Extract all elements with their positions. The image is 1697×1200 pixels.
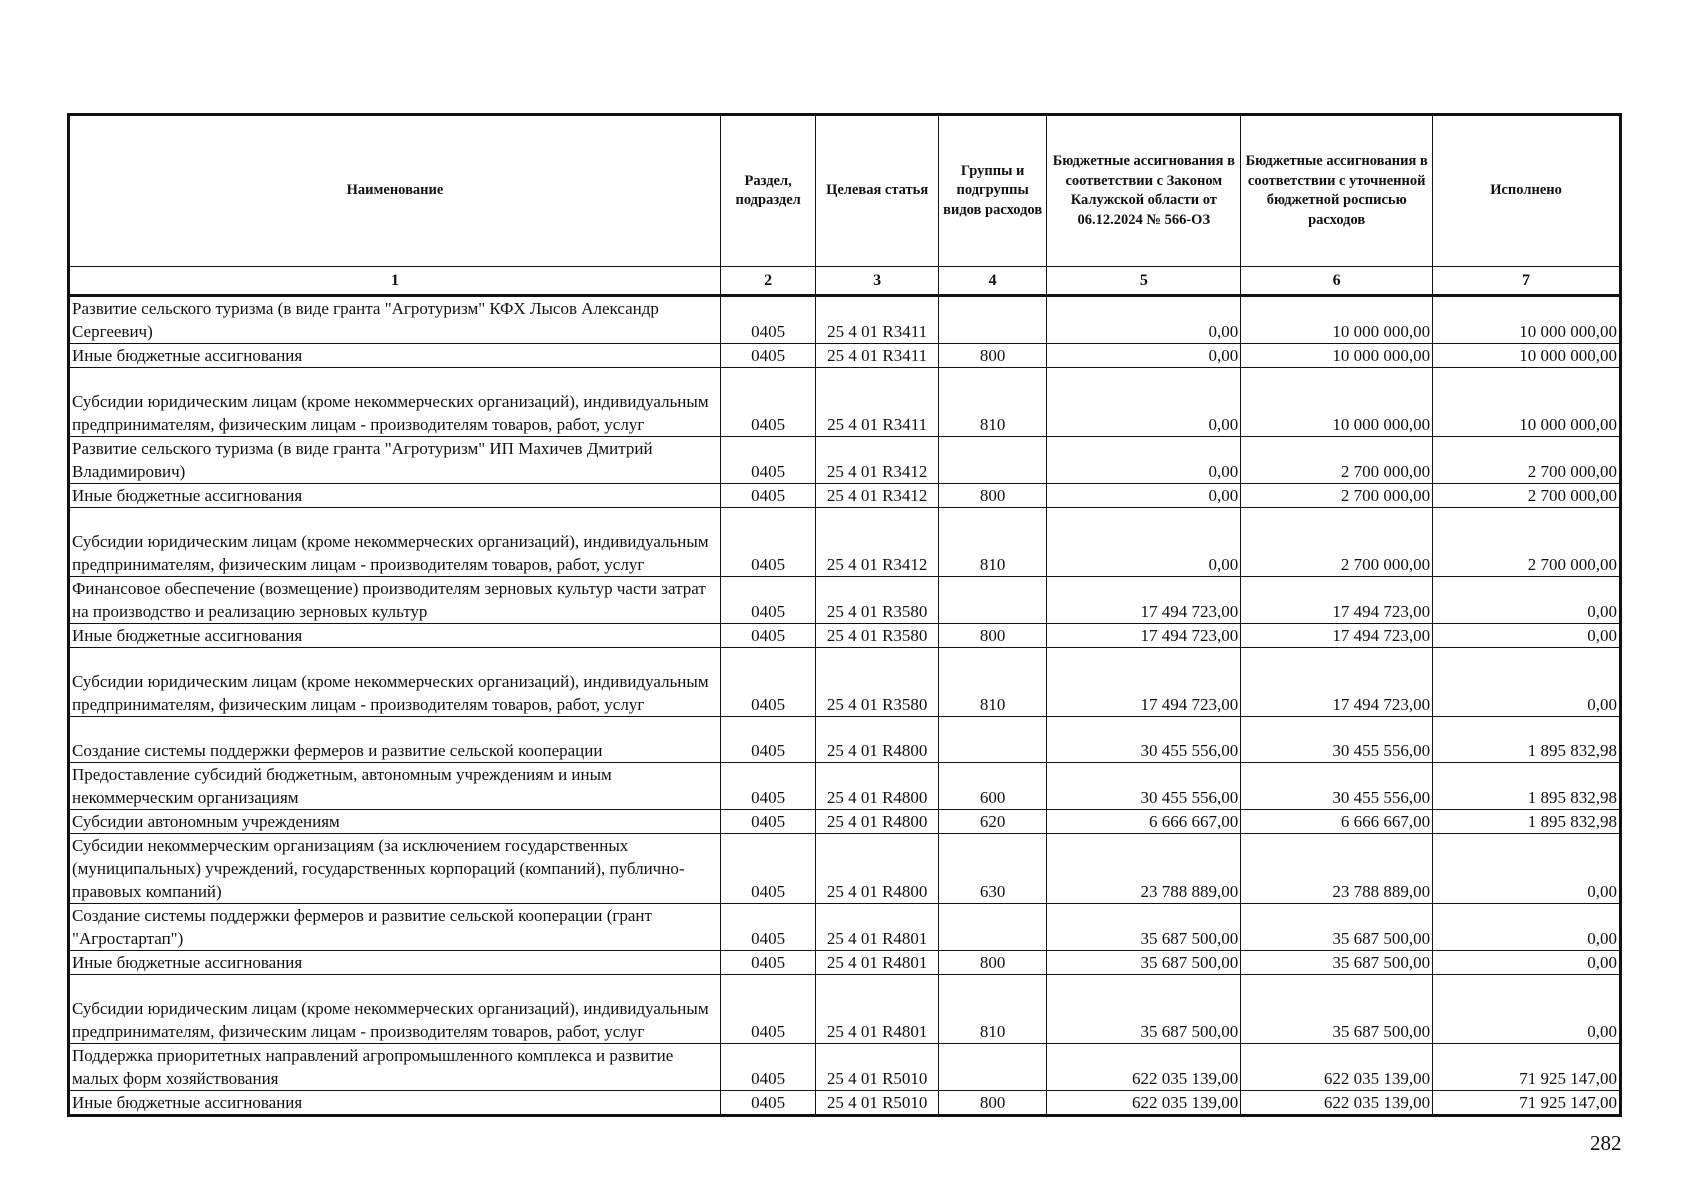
cell-section: 0405: [720, 951, 815, 975]
table-row: [69, 296, 1621, 344]
cell-refined-amount: 10 000 000,00: [1241, 344, 1433, 368]
cell-law-amount: 0,00: [1047, 296, 1241, 344]
cell-law-amount: 17 494 723,00: [1047, 577, 1241, 624]
cell-refined-amount: 17 494 723,00: [1241, 624, 1433, 648]
cell-executed-amount: 2 700 000,00: [1433, 437, 1621, 484]
cell-refined-amount: 30 455 556,00: [1241, 717, 1433, 763]
cell-group: 810: [938, 648, 1046, 717]
header-refined: Бюджетные ассигнования в соответствии с уточненной бюджетной росписью расходов: [1241, 115, 1433, 267]
cell-group: 800: [938, 344, 1046, 368]
cell-law-amount: 622 035 139,00: [1047, 1044, 1241, 1091]
table-row: [69, 904, 1621, 951]
cell-group: 630: [938, 834, 1046, 904]
cell-target: 25 4 01 R4800: [816, 810, 939, 834]
cell-refined-amount: 622 035 139,00: [1241, 1044, 1433, 1091]
table-row: [69, 834, 1621, 904]
column-number: 4: [938, 267, 1046, 296]
cell-group: [938, 437, 1046, 484]
cell-law-amount: 0,00: [1047, 368, 1241, 437]
cell-target: 25 4 01 R4800: [816, 717, 939, 763]
cell-name: Иные бюджетные ассигнования: [69, 344, 721, 368]
budget-table: [67, 113, 1622, 1117]
cell-name: Предоставление субсидий бюджетным, автономным учреждениям и иным некоммерческим организациям: [69, 763, 721, 810]
cell-group: 800: [938, 1091, 1046, 1116]
cell-section: 0405: [720, 508, 815, 577]
cell-law-amount: 35 687 500,00: [1047, 951, 1241, 975]
cell-section: 0405: [720, 763, 815, 810]
cell-law-amount: 23 788 889,00: [1047, 834, 1241, 904]
cell-executed-amount: 71 925 147,00: [1433, 1091, 1621, 1116]
cell-group: 800: [938, 484, 1046, 508]
cell-target: 25 4 01 R5010: [816, 1091, 939, 1116]
table-row: [69, 810, 1621, 834]
cell-target: 25 4 01 R3412: [816, 508, 939, 577]
table-row: [69, 975, 1621, 1044]
cell-refined-amount: 30 455 556,00: [1241, 763, 1433, 810]
cell-target: 25 4 01 R4801: [816, 904, 939, 951]
cell-refined-amount: 10 000 000,00: [1241, 296, 1433, 344]
cell-executed-amount: 0,00: [1433, 975, 1621, 1044]
cell-name: Развитие сельского туризма (в виде гранта "Агротуризм" КФХ Лысов Александр Сергеевич): [69, 296, 721, 344]
header-target: Целевая статья: [816, 115, 939, 267]
header-executed: Исполнено: [1433, 115, 1621, 267]
cell-law-amount: 0,00: [1047, 437, 1241, 484]
header-group: Группы и подгруппы видов расходов: [938, 115, 1046, 267]
cell-executed-amount: 0,00: [1433, 624, 1621, 648]
cell-refined-amount: 35 687 500,00: [1241, 904, 1433, 951]
table-row: [69, 508, 1621, 577]
table-row: [69, 368, 1621, 437]
cell-executed-amount: 0,00: [1433, 648, 1621, 717]
cell-section: 0405: [720, 344, 815, 368]
cell-executed-amount: 1 895 832,98: [1433, 763, 1621, 810]
cell-target: 25 4 01 R3412: [816, 484, 939, 508]
cell-section: 0405: [720, 904, 815, 951]
column-number-row: [69, 267, 1621, 296]
cell-law-amount: 0,00: [1047, 344, 1241, 368]
cell-target: 25 4 01 R3580: [816, 624, 939, 648]
cell-target: 25 4 01 R3412: [816, 437, 939, 484]
cell-name: Поддержка приоритетных направлений агропромышленного комплекса и развитие малых форм хозяйствования: [69, 1044, 721, 1091]
cell-section: 0405: [720, 296, 815, 344]
column-number: 3: [816, 267, 939, 296]
header-law: Бюджетные ассигнования в соответствии с Законом Калужской области от 06.12.2024 № 566-ОЗ: [1047, 115, 1241, 267]
table-row: [69, 484, 1621, 508]
cell-section: 0405: [720, 1044, 815, 1091]
cell-law-amount: 17 494 723,00: [1047, 648, 1241, 717]
cell-law-amount: 17 494 723,00: [1047, 624, 1241, 648]
cell-refined-amount: 6 666 667,00: [1241, 810, 1433, 834]
cell-target: 25 4 01 R5010: [816, 1044, 939, 1091]
cell-group: 810: [938, 508, 1046, 577]
cell-target: 25 4 01 R3411: [816, 368, 939, 437]
cell-name: Субсидии юридическим лицам (кроме некоммерческих организаций), индивидуальным предпринимателям, физическим лицам - производителям товаров, работ, услуг: [69, 508, 721, 577]
column-number: 1: [69, 267, 721, 296]
cell-law-amount: 35 687 500,00: [1047, 975, 1241, 1044]
cell-target: 25 4 01 R4801: [816, 975, 939, 1044]
cell-name: Иные бюджетные ассигнования: [69, 624, 721, 648]
cell-law-amount: 6 666 667,00: [1047, 810, 1241, 834]
cell-executed-amount: 10 000 000,00: [1433, 368, 1621, 437]
header-row: [69, 115, 1621, 267]
cell-name: Иные бюджетные ассигнования: [69, 484, 721, 508]
cell-section: 0405: [720, 717, 815, 763]
column-number: 7: [1433, 267, 1621, 296]
cell-group: 800: [938, 951, 1046, 975]
cell-group: 800: [938, 624, 1046, 648]
cell-name: Субсидии некоммерческим организациям (за исключением государственных (муниципальных) учреждений, государственных корпораций (компаний), публично-правовых компаний): [69, 834, 721, 904]
cell-executed-amount: 1 895 832,98: [1433, 717, 1621, 763]
cell-name: Иные бюджетные ассигнования: [69, 1091, 721, 1116]
cell-section: 0405: [720, 624, 815, 648]
cell-refined-amount: 35 687 500,00: [1241, 975, 1433, 1044]
cell-refined-amount: 2 700 000,00: [1241, 508, 1433, 577]
cell-section: 0405: [720, 834, 815, 904]
cell-law-amount: 30 455 556,00: [1047, 763, 1241, 810]
cell-group: 810: [938, 975, 1046, 1044]
cell-executed-amount: 2 700 000,00: [1433, 484, 1621, 508]
cell-refined-amount: 2 700 000,00: [1241, 484, 1433, 508]
cell-section: 0405: [720, 577, 815, 624]
cell-group: 600: [938, 763, 1046, 810]
header-section: Раздел, подраздел: [720, 115, 815, 267]
cell-target: 25 4 01 R3580: [816, 648, 939, 717]
cell-section: 0405: [720, 975, 815, 1044]
column-number: 6: [1241, 267, 1433, 296]
cell-executed-amount: 1 895 832,98: [1433, 810, 1621, 834]
cell-refined-amount: 35 687 500,00: [1241, 951, 1433, 975]
table-row: [69, 648, 1621, 717]
cell-target: 25 4 01 R4800: [816, 834, 939, 904]
cell-executed-amount: 2 700 000,00: [1433, 508, 1621, 577]
cell-executed-amount: 0,00: [1433, 904, 1621, 951]
cell-law-amount: 35 687 500,00: [1047, 904, 1241, 951]
cell-name: Создание системы поддержки фермеров и развитие сельской кооперации (грант "Агростартап"): [69, 904, 721, 951]
cell-executed-amount: 0,00: [1433, 577, 1621, 624]
table-row: [69, 624, 1621, 648]
cell-group: [938, 296, 1046, 344]
cell-refined-amount: 17 494 723,00: [1241, 577, 1433, 624]
cell-refined-amount: 2 700 000,00: [1241, 437, 1433, 484]
column-number: 2: [720, 267, 815, 296]
cell-name: Иные бюджетные ассигнования: [69, 951, 721, 975]
cell-target: 25 4 01 R4801: [816, 951, 939, 975]
table-row: [69, 717, 1621, 763]
cell-name: Субсидии юридическим лицам (кроме некоммерческих организаций), индивидуальным предпринимателям, физическим лицам - производителям товаров, работ, услуг: [69, 975, 721, 1044]
header-name: Наименование: [69, 115, 721, 267]
cell-name: Развитие сельского туризма (в виде гранта "Агротуризм" ИП Махичев Дмитрий Владимирович): [69, 437, 721, 484]
cell-target: 25 4 01 R4800: [816, 763, 939, 810]
table-row: [69, 437, 1621, 484]
cell-section: 0405: [720, 1091, 815, 1116]
table-row: [69, 1044, 1621, 1091]
cell-group: [938, 1044, 1046, 1091]
cell-executed-amount: 71 925 147,00: [1433, 1044, 1621, 1091]
cell-law-amount: 0,00: [1047, 508, 1241, 577]
cell-name: Финансовое обеспечение (возмещение) производителям зерновых культур части затрат на производство и реализацию зерновых культур: [69, 577, 721, 624]
cell-executed-amount: 10 000 000,00: [1433, 344, 1621, 368]
table-row: [69, 951, 1621, 975]
page-number: 282: [1590, 1131, 1622, 1155]
cell-refined-amount: 10 000 000,00: [1241, 368, 1433, 437]
table-row: [69, 763, 1621, 810]
cell-section: 0405: [720, 810, 815, 834]
cell-name: Создание системы поддержки фермеров и развитие сельской кооперации: [69, 717, 721, 763]
cell-group: [938, 904, 1046, 951]
cell-target: 25 4 01 R3580: [816, 577, 939, 624]
cell-refined-amount: 622 035 139,00: [1241, 1091, 1433, 1116]
table-row: [69, 1091, 1621, 1116]
cell-law-amount: 30 455 556,00: [1047, 717, 1241, 763]
cell-group: [938, 577, 1046, 624]
cell-executed-amount: 0,00: [1433, 951, 1621, 975]
table-row: [69, 344, 1621, 368]
cell-law-amount: 622 035 139,00: [1047, 1091, 1241, 1116]
cell-section: 0405: [720, 484, 815, 508]
cell-target: 25 4 01 R3411: [816, 296, 939, 344]
cell-group: 620: [938, 810, 1046, 834]
cell-target: 25 4 01 R3411: [816, 344, 939, 368]
table-row: [69, 577, 1621, 624]
cell-executed-amount: 0,00: [1433, 834, 1621, 904]
cell-name: Субсидии юридическим лицам (кроме некоммерческих организаций), индивидуальным предпринимателям, физическим лицам - производителям товаров, работ, услуг: [69, 648, 721, 717]
cell-name: Субсидии автономным учреждениям: [69, 810, 721, 834]
column-number: 5: [1047, 267, 1241, 296]
cell-group: [938, 717, 1046, 763]
cell-group: 810: [938, 368, 1046, 437]
cell-refined-amount: 17 494 723,00: [1241, 648, 1433, 717]
cell-section: 0405: [720, 437, 815, 484]
table-body: [69, 296, 1621, 1116]
cell-executed-amount: 10 000 000,00: [1433, 296, 1621, 344]
cell-section: 0405: [720, 648, 815, 717]
cell-law-amount: 0,00: [1047, 484, 1241, 508]
cell-section: 0405: [720, 368, 815, 437]
cell-name: Субсидии юридическим лицам (кроме некоммерческих организаций), индивидуальным предпринимателям, физическим лицам - производителям товаров, работ, услуг: [69, 368, 721, 437]
cell-refined-amount: 23 788 889,00: [1241, 834, 1433, 904]
